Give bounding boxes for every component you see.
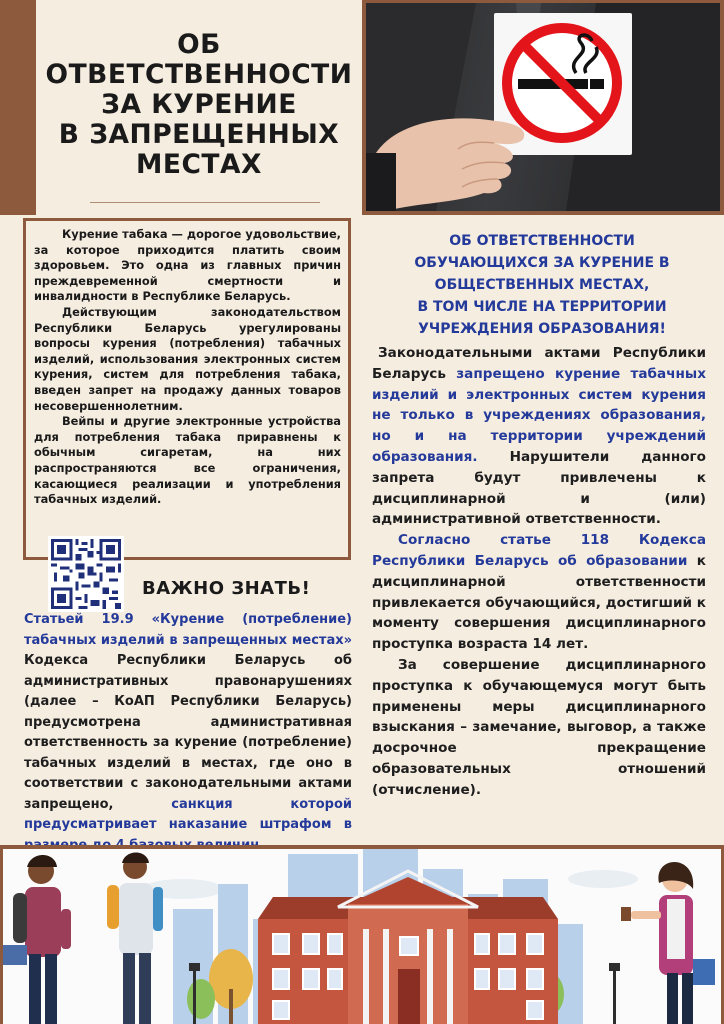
heading-line: ОБЩЕСТВЕННЫХ МЕСТАХ, <box>434 277 650 293</box>
no-smoking-photo <box>366 3 720 211</box>
left-accent-stripe <box>0 0 36 215</box>
title-line: ЗА КУРЕНИЕ <box>101 89 297 120</box>
students-paragraph <box>372 530 706 655</box>
important-body-text: Кодекса Республики Беларусь об административных правонарушениях (далее – КоАП Республики Беларусь) предусмотрена административная ответственность за курение (потребление) табачных изделий в местах, где оно в соответствии с законодательными актами запрещено, <box>24 653 352 812</box>
intro-text-box <box>23 218 351 560</box>
title-line: ОБ <box>177 29 221 60</box>
title-line: МЕСТАХ <box>136 149 262 180</box>
heading-line: В ТОМ ЧИСЛЕ НА ТЕРРИТОРИИ <box>417 299 667 315</box>
students-paragraph: За совершение дисциплинарного проступка к обучающемуся могут быть применены меры дисциплинарного взыскания – замечание, выговор, а также досрочное прекращение образовательных отношений (отчисление). <box>372 656 706 798</box>
title-line: В ЗАПРЕЩЕННЫХ <box>58 119 340 150</box>
heading-line: ОБУЧАЮЩИХСЯ ЗА КУРЕНИЕ В <box>414 255 670 271</box>
law-text: Законодательными актами Республики Беларусь <box>372 345 706 382</box>
intro-paragraph: Курение табака — дорогое удовольствие, за которое приходится платить своим здоровьем. Это одна из главных причин преждевременной смертности и инвалидности в Республике Беларусь. <box>34 227 341 304</box>
title-line: ОТВЕТСТВЕННОСТИ <box>45 59 353 90</box>
important-heading: ВАЖНО ЗНАТЬ! <box>142 578 311 599</box>
education-code-reference: Согласно статье 118 Кодекса Республики Беларусь об образовании <box>372 532 706 569</box>
title-divider <box>90 202 320 203</box>
students-text <box>372 343 706 801</box>
intro-paragraph: Вейпы и другие электронные устройства для потребления табака приравнены к обычным сигаретам, на них распространяются все ограничения, касающиеся реализации и употребления табачных изделий. <box>34 414 341 507</box>
age-text: к дисциплинарной ответственности привлекается обучающийся, достигший к моменту совершения дисциплинарного проступка возраста 14 лет. <box>372 552 706 653</box>
important-text <box>24 610 352 856</box>
heading-line: УЧРЕЖДЕНИЯ ОБРАЗОВАНИЯ! <box>418 321 666 337</box>
intro-paragraph: Действующим законодательством Республики Беларусь урегулированы вопросы курения (потребления) табачных изделий, использования электронных систем курения, систем для потребления табака, введен запрет на продажу данных товаров несовершеннолетним. <box>34 304 341 413</box>
qr-code-icon[interactable] <box>48 536 124 612</box>
violators-text: Нарушители данного запрета будут привлечены к дисциплинарной и (или) административной ответственности. <box>372 448 706 528</box>
article-reference: Статьей 19.9 «Курение (потребление) табачных изделий в запрещенных местах» <box>24 612 352 648</box>
prohibition-text: запрещено курение табачных изделий и электронных систем курения не только в учреждениях образования, но и на территории учреждений образования. <box>372 365 706 465</box>
students-heading <box>372 230 712 340</box>
students-paragraph <box>372 343 706 530</box>
school-illustration <box>3 849 721 1024</box>
sanction-text: санкция которой предусматривает наказание штрафом в <box>24 796 352 832</box>
page-title <box>36 30 362 180</box>
heading-line: ОБ ОТВЕТСТВЕННОСТИ <box>449 233 635 249</box>
